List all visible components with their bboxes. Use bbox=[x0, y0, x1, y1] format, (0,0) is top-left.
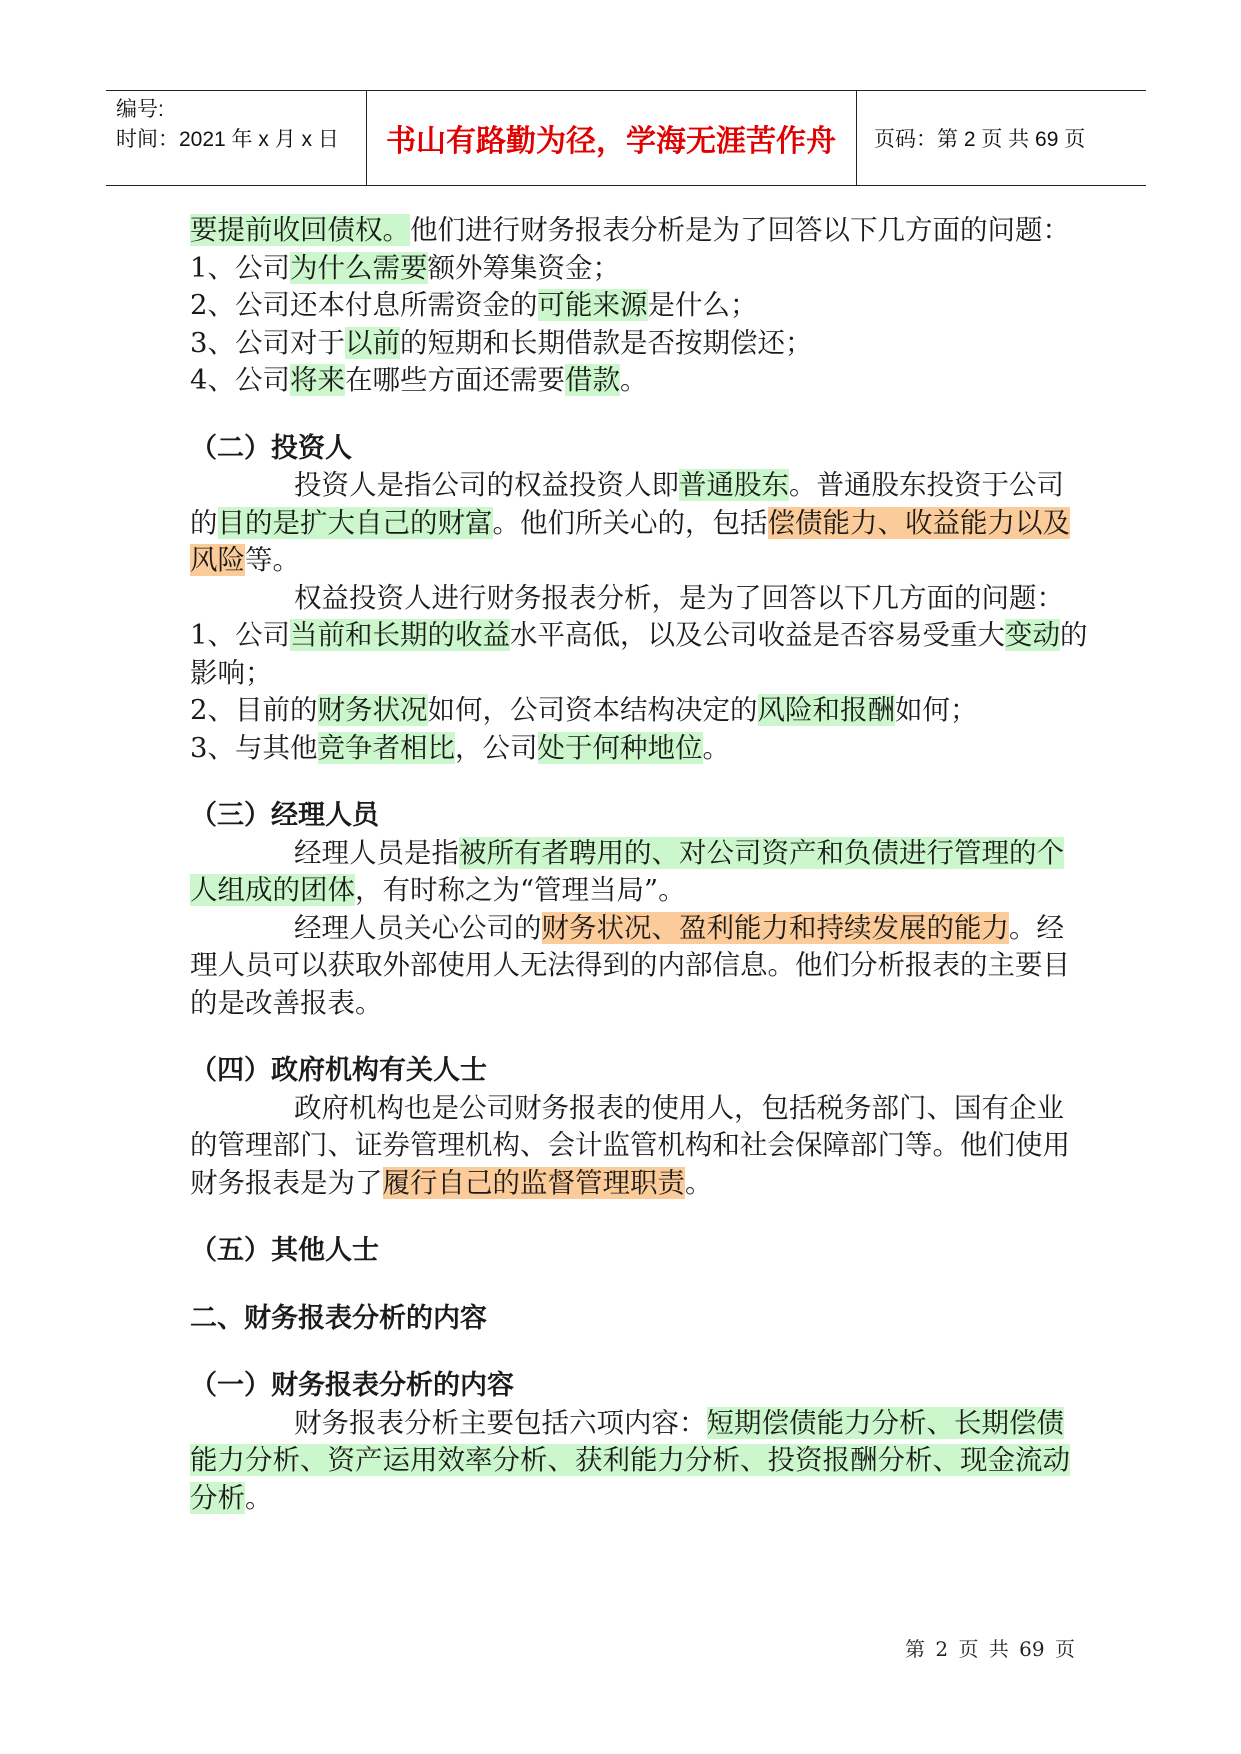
paragraph-analysis-content bbox=[190, 1405, 1090, 1518]
text: 的短期和长期借款是否按期偿还； bbox=[400, 326, 813, 359]
header-meta bbox=[116, 95, 339, 155]
text: 2、公司还本付息所需资金的 bbox=[190, 289, 538, 321]
text: 水平高低，以及公司收益是否容易受重大 bbox=[510, 619, 1005, 651]
investor-question-list bbox=[190, 617, 1090, 767]
section-heading-government: （四）政府机构有关人士 bbox=[190, 1055, 487, 1086]
text: 经理人员关心公司的 bbox=[294, 911, 542, 944]
text: 。经理人员可以获取外部使用人无法得到的内部信息。他们分析报表的主要目的是改善报表。 bbox=[190, 911, 1070, 1019]
text: 3、与其他 bbox=[190, 731, 318, 764]
section-heading-managers: （三）经理人员 bbox=[190, 800, 379, 831]
text: 1、公司 bbox=[190, 619, 290, 651]
text: 在哪些方面还需要 bbox=[345, 364, 565, 396]
list-item bbox=[190, 692, 1090, 730]
highlight-green: 短期偿债能力分析、长期偿债能力分析、资产运用效率分析、获利能力分析、投资报酬分析、现金流动分析 bbox=[190, 1406, 1070, 1514]
list-item bbox=[190, 617, 1090, 692]
highlight-green: 财务状况 bbox=[317, 694, 428, 726]
text: ，有时称之为“管理当局”。 bbox=[355, 874, 686, 906]
text: 。 bbox=[245, 1481, 273, 1514]
text: 经理人员是指 bbox=[294, 836, 459, 869]
text: 财务报表分析主要包括六项内容： bbox=[294, 1406, 707, 1439]
serial-label: 编号: bbox=[116, 98, 164, 121]
list-item bbox=[190, 250, 1090, 288]
text: ，公司 bbox=[455, 731, 538, 764]
section-heading-analysis-content: （一）财务报表分析的内容 bbox=[190, 1370, 514, 1401]
text: 。普通股东投资于公司的 bbox=[190, 469, 1064, 539]
text: 。 bbox=[702, 731, 730, 764]
highlight-green: 目的是扩大自己的财富 bbox=[217, 506, 493, 539]
highlight-green: 要提前收回债权。 bbox=[190, 214, 410, 246]
text: 政府机构也是公司财务报表的使用人，包括税务部门、国有企业的管理部门、证券管理机构、会计监管机构和社会保障部门等。他们使用财务报表是为了 bbox=[190, 1091, 1070, 1199]
text: 额外筹集资金； bbox=[427, 251, 620, 284]
text: 。他们所关心的，包括 bbox=[492, 506, 768, 539]
highlight-green: 变动 bbox=[1005, 619, 1060, 651]
list-item bbox=[190, 730, 1090, 768]
highlight-green: 风险和报酬 bbox=[757, 694, 895, 726]
page-header-table bbox=[106, 90, 1146, 186]
text: 的影响； bbox=[190, 619, 1088, 689]
text: 是什么； bbox=[647, 289, 758, 321]
text: 他们进行财务报表分析是为了回答以下几方面的问题： bbox=[410, 214, 1070, 246]
text: 4、公司 bbox=[190, 364, 290, 396]
page-footer: 第 2 页 共 69 页 bbox=[905, 1637, 1075, 1661]
part-heading-analysis-content: 二、财务报表分析的内容 bbox=[190, 1302, 487, 1334]
header-divider-right bbox=[856, 91, 857, 185]
highlight-green: 以前 bbox=[345, 326, 400, 359]
highlight-green: 被所有者聘用的、对公司资产和负债进行管理的个人组成的团体 bbox=[190, 836, 1064, 906]
text: 2、目前的 bbox=[190, 694, 318, 726]
highlight-green: 借款 bbox=[565, 364, 620, 396]
highlight-green: 将来 bbox=[290, 364, 345, 396]
paragraph-creditor-questions bbox=[190, 212, 1090, 250]
text: 。 bbox=[620, 364, 648, 396]
paragraph-investor-questions: 权益投资人进行财务报表分析，是为了回答以下几方面的问题： bbox=[294, 581, 1064, 614]
time-label: 时间：2021 年 x 月 x 日 bbox=[116, 128, 339, 151]
highlight-green: 当前和长期的收益 bbox=[290, 619, 510, 651]
highlight-green: 可能来源 bbox=[537, 289, 648, 321]
text: 1、公司 bbox=[190, 251, 290, 284]
highlight-orange: 偿债能力、收益能力以及风险 bbox=[190, 506, 1070, 576]
text: 投资人是指公司的权益投资人即 bbox=[294, 469, 679, 501]
section-heading-investors: （二）投资人 bbox=[190, 432, 352, 464]
text: 如何； bbox=[895, 694, 978, 726]
highlight-green: 竞争者相比 bbox=[317, 731, 455, 764]
header-page-number: 页码：第 2 页 共 69 页 bbox=[874, 128, 1086, 151]
text: 。 bbox=[685, 1166, 713, 1199]
text: 如何，公司资本结构决定的 bbox=[427, 694, 758, 726]
paragraph-government bbox=[190, 1090, 1090, 1203]
creditor-question-list bbox=[190, 250, 1090, 400]
highlight-orange: 履行自己的监督管理职责 bbox=[382, 1166, 685, 1199]
list-item bbox=[190, 362, 1090, 400]
highlight-orange: 财务状况、盈利能力和持续发展的能力 bbox=[541, 911, 1009, 944]
highlight-green: 为什么需要 bbox=[290, 251, 428, 284]
paragraph-investors bbox=[190, 467, 1090, 580]
highlight-green: 处于何种地位 bbox=[537, 731, 703, 764]
document-body bbox=[190, 212, 1090, 1517]
text: 等。 bbox=[245, 544, 300, 576]
text: 3、公司对于 bbox=[190, 326, 345, 359]
list-item bbox=[190, 325, 1090, 363]
header-motto: 书山有路勤为径，学海无涯苦作舟 bbox=[386, 125, 836, 158]
list-item bbox=[190, 287, 1090, 325]
section-heading-others: （五）其他人士 bbox=[190, 1235, 379, 1266]
highlight-green: 普通股东 bbox=[679, 469, 789, 501]
paragraph-managers-concerns bbox=[190, 910, 1090, 1023]
paragraph-managers-definition bbox=[190, 835, 1090, 910]
